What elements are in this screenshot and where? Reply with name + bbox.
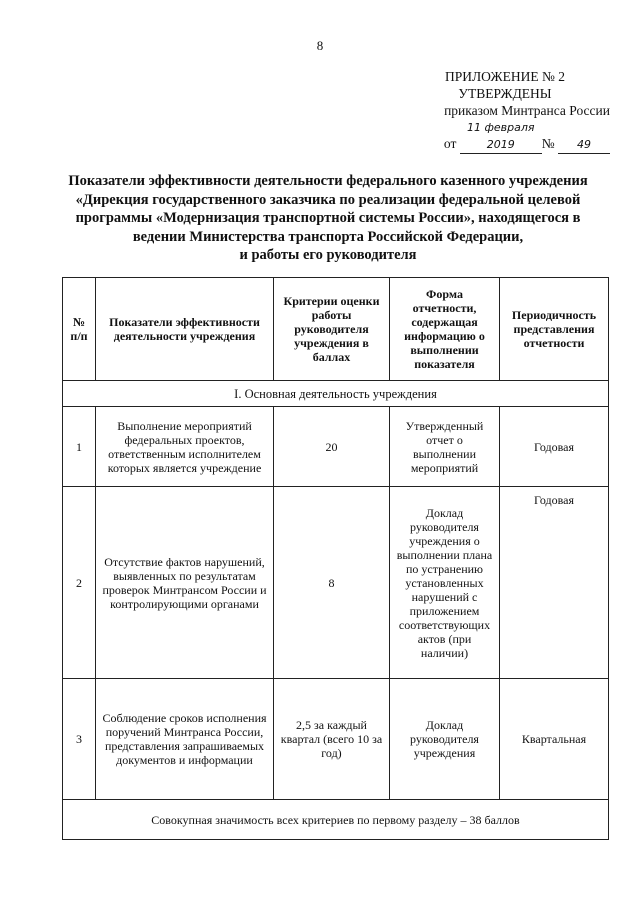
title-line: и работы его руководителя	[239, 247, 417, 263]
title-line: программы «Модернизация транспортной системы России», находящегося в	[75, 210, 581, 226]
row-period: Годовая	[500, 407, 609, 487]
row-period: Годовая	[500, 487, 609, 679]
row-form: Утвержденный отчет о выполнении мероприятий	[390, 407, 500, 487]
row-period: Квартальная	[500, 679, 609, 800]
table-row	[63, 679, 609, 800]
row-indicator: Отсутствие фактов нарушений, выявленных по результатам проверок Минтрансом России и контролирующими органами	[96, 487, 274, 679]
header-indicator: Показатели эффективности деятельности учреждения	[96, 278, 274, 381]
handwritten-number: 49	[558, 136, 610, 154]
row-criteria: 2,5 за каждый квартал (всего 10 за год)	[274, 679, 390, 800]
header-form: Форма отчетности, содержащая информацию о выполнении показателя	[390, 278, 500, 381]
row-criteria: 20	[274, 407, 390, 487]
row-num: 3	[63, 679, 96, 800]
row-num: 2	[63, 487, 96, 679]
approval-block	[400, 68, 610, 154]
number-prefix: №	[541, 136, 555, 151]
header-period: Периодичность представления отчетности	[500, 278, 609, 381]
table-row	[63, 487, 609, 679]
order-label: приказом Минтранса России	[444, 103, 610, 118]
date-prefix: от	[443, 136, 457, 151]
order-date-line	[400, 119, 610, 154]
indicators-table	[62, 277, 609, 840]
approved-label: УТВЕРЖДЕНЫ	[458, 86, 552, 101]
title-line: ведении Министерства транспорта Российской Федерации,	[132, 228, 524, 245]
section-row	[63, 381, 609, 407]
appendix-label: ПРИЛОЖЕНИЕ № 2	[444, 69, 566, 84]
total-text: Совокупная значимость всех критериев по первому разделу – 38 баллов	[63, 800, 609, 840]
document-title	[58, 172, 598, 265]
row-form: Доклад руководителя учреждения	[390, 679, 500, 800]
row-form: Доклад руководителя учреждения о выполнении плана по устранению установленных нарушений с приложением соответствующих актов (при наличии)	[390, 487, 500, 679]
row-indicator: Соблюдение сроков исполнения поручений Минтранса России, представления запрашиваемых документов и информации	[96, 679, 274, 800]
section-title: I. Основная деятельность учреждения	[63, 381, 609, 407]
row-criteria: 8	[274, 487, 390, 679]
title-line: Показатели эффективности деятельности федерального казенного учреждения	[68, 173, 588, 189]
handwritten-date: 11 февраля 2019	[460, 119, 542, 154]
row-indicator: Выполнение мероприятий федеральных проектов, ответственным исполнителем которых является учреждение	[96, 407, 274, 487]
page-number: 8	[316, 38, 324, 53]
header-criteria: Критерии оценки работы руководителя учреждения в баллах	[274, 278, 390, 381]
row-num: 1	[63, 407, 96, 487]
table-header-row	[63, 278, 609, 381]
total-row	[63, 800, 609, 840]
header-num: № п/п	[63, 278, 96, 381]
title-line: «Дирекция государственного заказчика по реализации федеральной целевой	[75, 191, 581, 208]
table-row	[63, 407, 609, 487]
